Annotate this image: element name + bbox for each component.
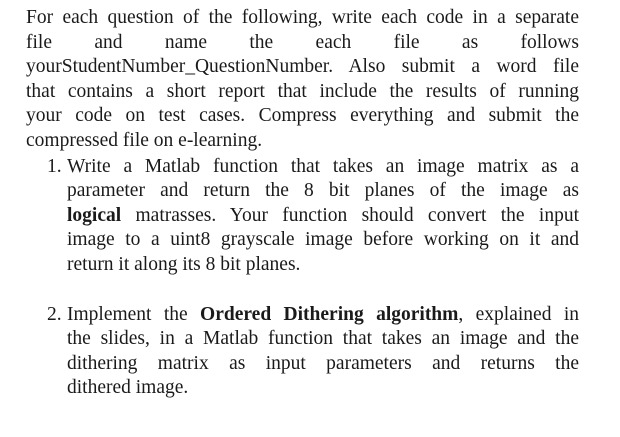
question-line: Write a Matlab function that takes an image matrix as a xyxy=(67,155,579,177)
assignment-document xyxy=(26,6,579,401)
instructions-paragraph xyxy=(26,6,579,154)
question-text xyxy=(67,303,579,401)
question-line: dithering matrix as input parameters and returns the xyxy=(67,352,579,374)
instructions-line: compressed file on e-learning. xyxy=(26,129,263,151)
question-item-1 xyxy=(26,155,579,278)
question-text xyxy=(67,155,579,278)
question-list xyxy=(26,155,579,401)
question-line: the slides, in a Matlab function that takes an image and the xyxy=(67,328,579,350)
question-number: 2. xyxy=(47,303,62,325)
question-line: image to a uint8 grayscale image before working on it and xyxy=(67,229,579,251)
instructions-line: your code on test cases. Compress everything and submit the xyxy=(26,105,579,127)
question-line: dithered image. xyxy=(67,377,189,399)
bold-term: logical xyxy=(67,204,122,226)
instructions-line: file and name the each file as follows xyxy=(26,31,579,53)
question-line: Implement the Ordered Dithering algorithm, explained in xyxy=(67,303,579,325)
instructions-line: yourStudentNumber_QuestionNumber. Also submit a word file xyxy=(26,56,579,78)
instructions-line: that contains a short report that include the results of running xyxy=(26,80,579,102)
bold-term: Ordered Dithering algorithm xyxy=(200,303,459,325)
question-item-2 xyxy=(26,303,579,401)
instructions-line: For each question of the following, write each code in a separate xyxy=(26,7,579,28)
question-line: parameter and return the 8 bit planes of the image as xyxy=(67,180,579,202)
question-line: return it along its 8 bit planes. xyxy=(67,253,301,275)
question-number: 1. xyxy=(47,155,62,177)
question-line: logical matrasses. Your function should convert the input xyxy=(67,204,579,226)
